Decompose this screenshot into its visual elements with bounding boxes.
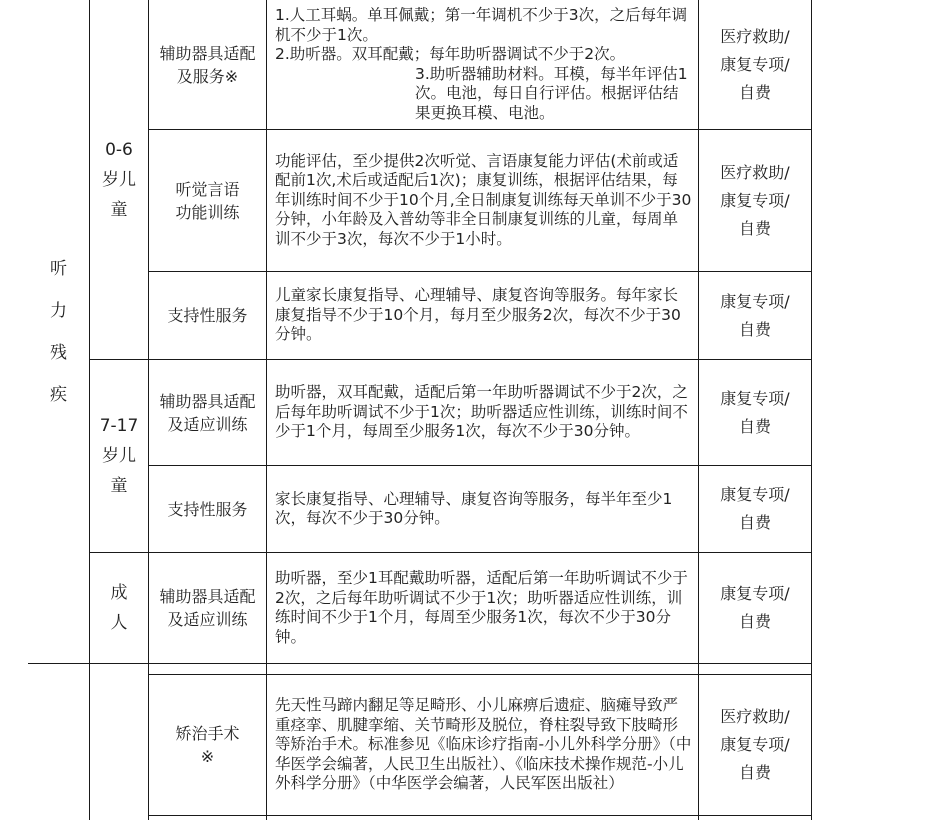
- service-cell: [149, 272, 266, 359]
- funding-text: 医疗救助/康复专项/自费: [720, 162, 790, 238]
- funding-cell: [699, 553, 811, 663]
- content-line: 3.助听器辅助材料。耳模，每半年评估1次。电池，每日自行评估。根据评估结果更换耳模、电池。: [415, 64, 688, 122]
- funding-text: 康复专项/自费: [720, 388, 790, 436]
- content-text: 先天性马蹄内翻足等足畸形、小儿麻痹后遗症、脑瘫导致严重痉挛、肌腱挛缩、关节畸形及脱位，脊柱裂导致下肢畸形等矫治手术。标准参见《临床诊疗指南-小儿外科学分册》（中华医学会编著，人民卫生出版社）、《临床技术操作规范-小儿外科学分册》（中华医学会编著，人民军医出版社）: [275, 696, 692, 793]
- service-cell: [149, 675, 266, 815]
- content-cell: [267, 466, 698, 552]
- content-line: 2.助听器。双耳配戴；每年助听器调试不少于2次。: [275, 45, 626, 63]
- service-cell: [149, 0, 266, 129]
- category-text: 听力残疾: [50, 258, 67, 405]
- age-group-7-17: [90, 360, 148, 552]
- content-text: 功能评估，至少提供2次听觉、言语康复能力评估(术前或适配前1次,术后或适配后1次)；康复训练，根据评估结果，每年训练时间不少于10个月,全日制康复训练每天单训不少于30分钟，小年龄及入普幼等非全日制康复训练的儿童，每周单训不少于3次，每次不少于1小时。: [275, 151, 692, 248]
- category-label: [28, 0, 89, 663]
- table-border: [811, 0, 812, 820]
- age-group-adult: [90, 553, 148, 663]
- funding-text: 医疗救助/康复专项/自费: [720, 26, 790, 102]
- funding-text: 康复专项/自费: [720, 291, 790, 339]
- age-text: 0-6岁儿童: [102, 139, 136, 220]
- content-line: 1.人工耳蜗。单耳佩戴；第一年调机不少于3次，之后每年调机不少于1次。: [275, 6, 688, 44]
- service-text: 辅助器具适配及适应训练: [159, 587, 256, 629]
- content-text: 家长康复指导、心理辅导、康复咨询等服务，每半年至少1次，每次不少于30分钟。: [275, 489, 673, 527]
- age-group-0-6: [90, 0, 148, 359]
- table-border: [148, 815, 812, 816]
- service-text: 听觉言语功能训练: [175, 179, 240, 222]
- funding-cell: [699, 360, 811, 465]
- funding-cell: [699, 130, 811, 271]
- age-text: 成人: [110, 583, 128, 633]
- funding-cell: [699, 0, 811, 129]
- service-cell: [149, 466, 266, 552]
- funding-cell: [699, 466, 811, 552]
- service-cell: [149, 553, 266, 663]
- service-text: 矫治手术※: [175, 724, 240, 766]
- funding-text: 康复专项/自费: [720, 584, 790, 631]
- funding-cell: [699, 272, 811, 359]
- service-text: 支持性服务: [167, 306, 248, 325]
- age-text: 7-17岁儿童: [99, 416, 139, 496]
- service-cell: [149, 360, 266, 465]
- content-cell: [267, 553, 698, 663]
- content-cell: [267, 360, 698, 465]
- funding-text: 康复专项/自费: [720, 485, 790, 532]
- table-border: [28, 663, 812, 664]
- service-text: 支持性服务: [167, 499, 248, 519]
- service-text: 辅助器具适配及服务※: [159, 43, 256, 86]
- content-cell: [267, 272, 698, 359]
- content-text: 助听器，至少1耳配戴助听器，适配后第一年助听调试不少于2次，之后每年助听调试不少于1次；助听器适应性训练，训练时间不少于1个月，每周至少服务1次，每次不少于30分钟。: [275, 569, 688, 646]
- content-text: 助听器，双耳配戴，适配后第一年助听器调试不少于2次，之后每年助听调试不少于1次；助听器适应性训练，训练时间不少于1个月，每周至少服务1次，每次不少于30分钟。: [275, 383, 688, 441]
- service-cell: [149, 130, 266, 271]
- content-cell: [267, 130, 698, 271]
- funding-text: 医疗救助/康复专项/自费: [720, 707, 790, 782]
- content-text: 儿童家长康复指导、心理辅导、康复咨询等服务。每年家长康复指导不少于10个月，每月至少服务2次，每次不少于30分钟。: [275, 286, 681, 344]
- service-text: 辅助器具适配及适应训练: [159, 391, 256, 434]
- content-cell: [267, 0, 698, 129]
- funding-cell: [699, 675, 811, 815]
- content-cell: [267, 675, 698, 815]
